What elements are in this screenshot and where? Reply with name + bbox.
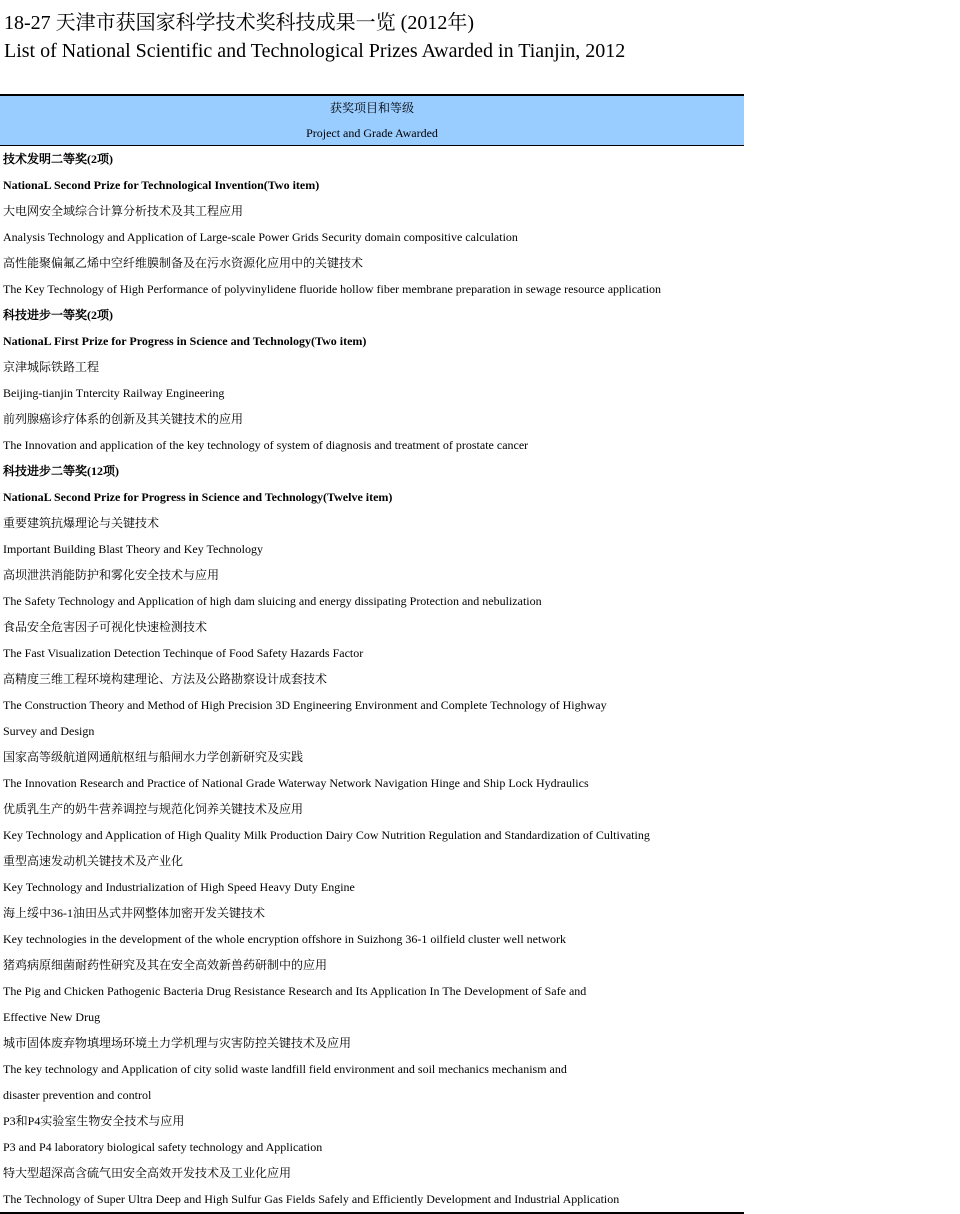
- table-row: Beijing-tianjin Tntercity Railway Engineering: [3, 386, 225, 400]
- awards-table: [0, 94, 744, 1214]
- table-header: [0, 94, 744, 146]
- table-row: 高坝泄洪消能防护和雾化安全技术与应用: [3, 568, 220, 582]
- table-row: The Pig and Chicken Pathogenic Bacteria Drug Resistance Research and Its Application In The Development of Safe and: [3, 984, 587, 998]
- page-title-en: List of National Scientific and Technological Prizes Awarded in Tianjin, 2012: [4, 40, 626, 62]
- table-row: Survey and Design: [3, 724, 95, 738]
- table-row: Analysis Technology and Application of Large-scale Power Grids Security domain compositive calculation: [3, 230, 518, 244]
- table-row: Key Technology and Industrialization of High Speed Heavy Duty Engine: [3, 880, 355, 894]
- table-row: The Safety Technology and Application of high dam sluicing and energy dissipating Protection and nebulization: [3, 594, 542, 608]
- table-row: 优质乳生产的奶牛营养调控与规范化饲养关键技术及应用: [3, 802, 304, 816]
- category-row: NationaL Second Prize for Technological Invention(Two item): [3, 178, 320, 192]
- table-row: Key Technology and Application of High Quality Milk Production Dairy Cow Nutrition Regulation and Standardization of Cultivating: [3, 828, 650, 842]
- page-title-cn: 18-27 天津市获国家科学技术奖科技成果一览 (2012年): [4, 12, 474, 34]
- table-row: The Construction Theory and Method of High Precision 3D Engineering Environment and Complete Technology of Highway: [3, 698, 607, 712]
- table-row: 重型高速发动机关键技术及产业化: [3, 854, 184, 868]
- header-label-cn: 获奖项目和等级: [329, 101, 414, 115]
- table-row: The Fast Visualization Detection Techinque of Food Safety Hazards Factor: [3, 646, 364, 660]
- table-row: The key technology and Application of city solid waste landfill field environment and soil mechanics mechanism and: [3, 1062, 567, 1076]
- table-row: 京津城际铁路工程: [3, 360, 100, 374]
- table-row: 城市固体废弃物填埋场环境土力学机理与灾害防控关键技术及应用: [3, 1036, 352, 1050]
- table-row: Effective New Drug: [3, 1010, 101, 1024]
- table-row: disaster prevention and control: [3, 1088, 152, 1102]
- category-row: 科技进步二等奖(12项): [3, 464, 119, 478]
- table-row: 高精度三维工程环境构建理论、方法及公路勘察设计成套技术: [3, 672, 328, 686]
- table-row: The Key Technology of High Performance of polyvinylidene fluoride hollow fiber membrane preparation in sewage resource application: [3, 282, 662, 296]
- table-row: P3和P4实验室生物安全技术与应用: [3, 1114, 185, 1128]
- table-row: 海上绥中36-1油田丛式井网整体加密开发关键技术: [3, 906, 265, 920]
- table-body: [0, 146, 744, 1212]
- category-row: 技术发明二等奖(2项): [3, 152, 113, 166]
- table-row: Key technologies in the development of the whole encryption offshore in Suizhong 36-1 oilfield cluster well network: [3, 932, 566, 946]
- category-row: 科技进步一等奖(2项): [3, 308, 113, 322]
- table-row: 特大型超深高含硫气田安全高效开发技术及工业化应用: [3, 1166, 292, 1180]
- header-label-en: Project and Grade Awarded: [306, 126, 438, 140]
- table-row: 高性能聚偏氟乙烯中空纤维膜制备及在污水资源化应用中的关键技术: [3, 256, 364, 270]
- table-row: 重要建筑抗爆理论与关键技术: [3, 516, 160, 530]
- table-row: 国家高等级航道网通航枢纽与船闸水力学创新研究及实践: [3, 750, 304, 764]
- table-row: The Innovation and application of the key technology of system of diagnosis and treatment of prostate cancer: [3, 438, 529, 452]
- category-row: NationaL Second Prize for Progress in Science and Technology(Twelve item): [3, 490, 393, 504]
- table-row: The Technology of Super Ultra Deep and High Sulfur Gas Fields Safely and Efficiently Development and Industrial Application: [3, 1192, 620, 1206]
- table-row: 食品安全危害因子可视化快速检测技术: [3, 620, 208, 634]
- table-row: 猪鸡病原细菌耐药性研究及其在安全高效新兽药研制中的应用: [3, 958, 328, 972]
- table-row: The Innovation Research and Practice of National Grade Waterway Network Navigation Hinge and Ship Lock Hydraulics: [3, 776, 589, 790]
- table-row: Important Building Blast Theory and Key Technology: [3, 542, 264, 556]
- table-row: P3 and P4 laboratory biological safety technology and Application: [3, 1140, 323, 1154]
- table-row: 前列腺癌诊疗体系的创新及其关键技术的应用: [3, 412, 244, 426]
- category-row: NationaL First Prize for Progress in Science and Technology(Two item): [3, 334, 367, 348]
- table-row: 大电网安全域综合计算分析技术及其工程应用: [3, 204, 244, 218]
